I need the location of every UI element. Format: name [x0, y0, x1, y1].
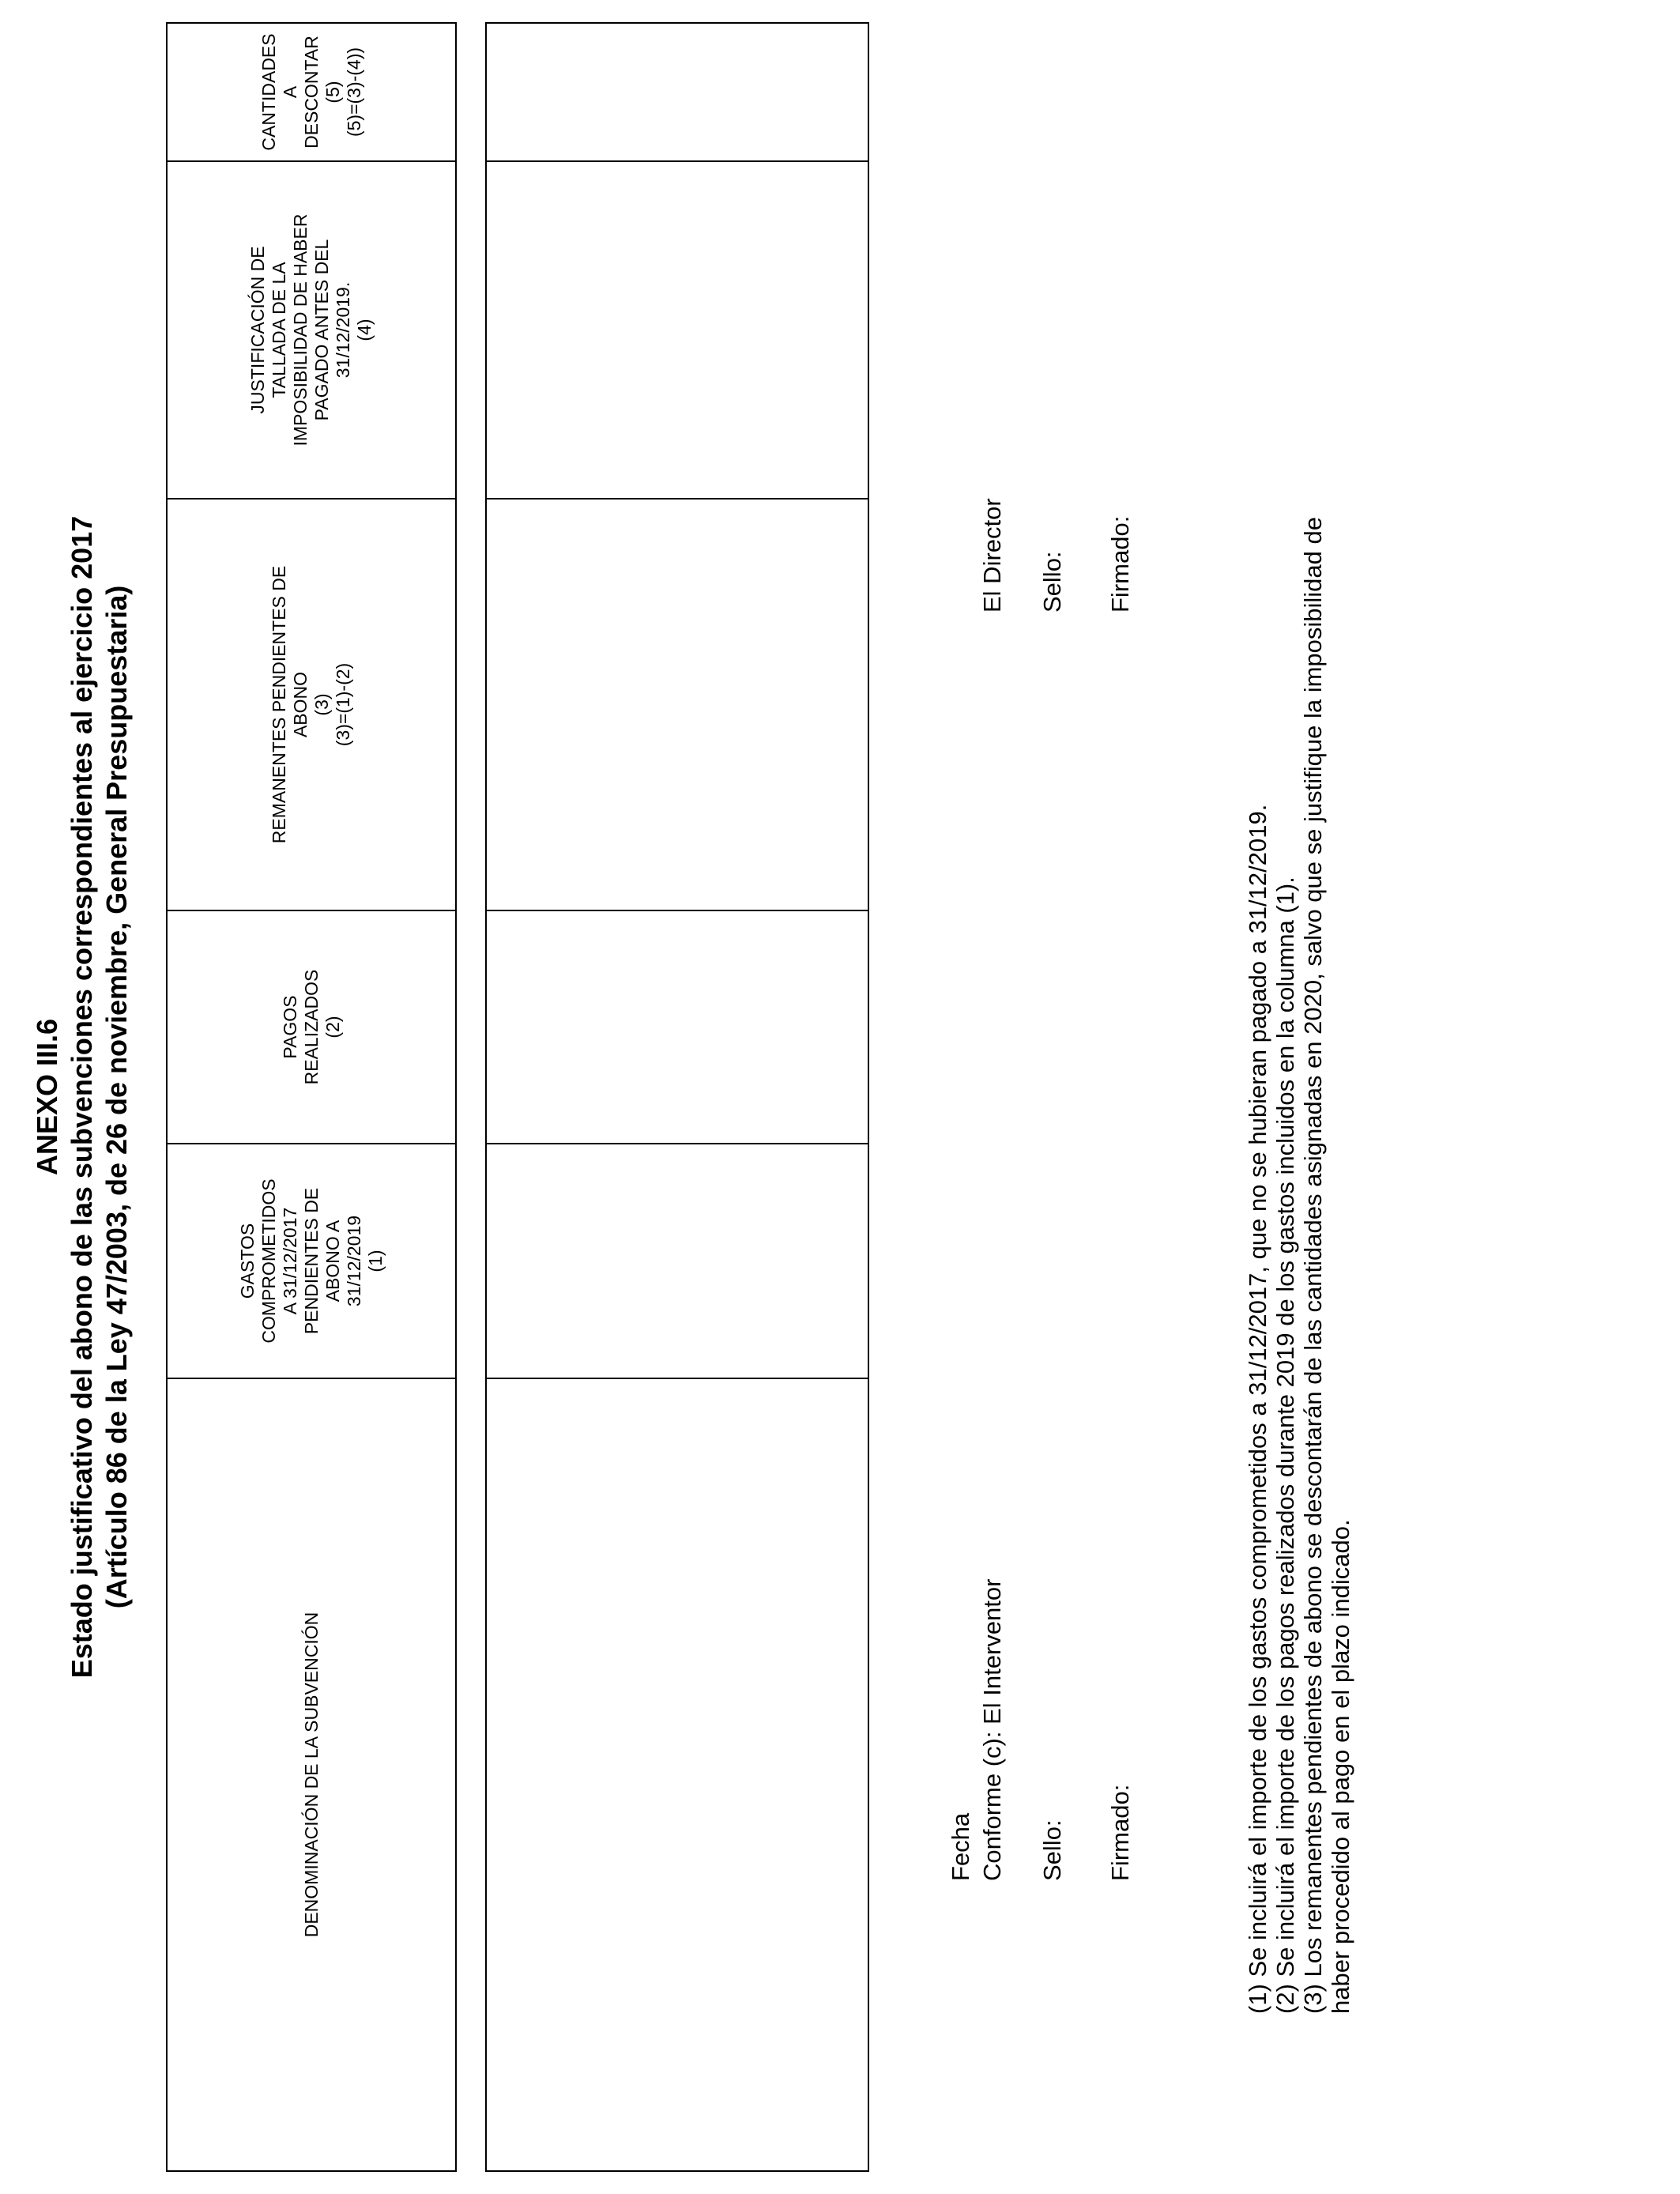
header-line: REALIZADOS [300, 969, 322, 1085]
cell-remanentes[interactable] [486, 499, 868, 910]
footnote: (1) Se incluirá el importe de los gastos comprometidos a 31/12/2017, que no se hubieran pagado a 31/12/2019. [1244, 804, 1271, 2014]
conforme-interventor-label: Conforme (c): El Interventor [978, 1578, 1006, 1881]
header-line: (1) [364, 1250, 386, 1272]
header-line: DESCONTAR [300, 36, 322, 149]
header-line: (3)=(1)-(2) [333, 662, 353, 747]
header-line: TALLADA DE LA [269, 262, 289, 398]
cell-pagos-realizados[interactable] [486, 910, 868, 1144]
interventor-sello-label: Sello: [1038, 1819, 1066, 1881]
col-header-cantidades-descontar [167, 23, 456, 161]
footnotes [1244, 38, 1354, 2014]
interventor-firmado-label: Firmado: [1106, 1784, 1134, 1881]
header-line: JUSTIFICACIÓN DE [247, 246, 268, 414]
director-label: El Director [978, 498, 1006, 613]
header-line: A 31/12/2017 [279, 1207, 300, 1315]
header-line: ABONO [290, 671, 311, 738]
title-block [30, 0, 134, 2194]
col-header-remanentes [167, 499, 456, 910]
cell-cantidades-descontar[interactable] [486, 23, 868, 161]
col-header-justificacion [167, 161, 456, 499]
header-table [166, 22, 457, 2172]
header-line: GASTOS [236, 1223, 258, 1299]
table-row [486, 23, 868, 2171]
header-line: CANTIDADES A [258, 33, 300, 151]
header-line: (5)=(3)-(4)) [343, 47, 364, 138]
annex-title: ANEXO III.6 [31, 1018, 63, 1176]
header-line: (3) [311, 693, 332, 716]
col-header-gastos-comprometidos [167, 1144, 456, 1378]
header-line: PAGADO ANTES DEL [311, 239, 332, 421]
document-subtitle: (Artículo 86 de la Ley 47/2003, de 26 de noviembre, General Presupuestaria) [100, 585, 133, 1609]
director-firmado-label: Firmado: [1106, 515, 1134, 613]
director-sello-label: Sello: [1038, 551, 1066, 613]
header-line: 31/12/2019. [333, 281, 353, 379]
header-line: (4) [354, 319, 375, 341]
footnote: (2) Se incluirá el importe de los pagos realizados durante 2019 de los gastos incluidos en la columna (1). [1271, 876, 1299, 2014]
footnote: haber procedido al pago en el plazo indicado. [1327, 1519, 1354, 2014]
header-line: (2) [322, 1016, 343, 1039]
header-line: PAGOS [279, 995, 300, 1059]
cell-gastos-comprometidos[interactable] [486, 1144, 868, 1378]
header-line: ABONO A [322, 1220, 343, 1302]
header-line: 31/12/2019 [343, 1215, 364, 1307]
header-line: (5) [322, 81, 343, 104]
col-header-pagos-realizados [167, 910, 456, 1144]
header-line: IMPOSIBILIDAD DE HABER [290, 213, 311, 447]
header-line: DENOMINACIÓN DE LA SUBVENCIÓN [300, 1612, 322, 1938]
fecha-label: Fecha [947, 1812, 974, 1881]
cell-justificacion[interactable] [486, 161, 868, 499]
header-row [167, 23, 456, 2171]
footnote: (3) Los remanentes pendientes de abono se descontarán de las cantidades asignadas en 2020, salvo que se justifique la imposibilidad de [1299, 517, 1327, 2014]
header-line: COMPROMETIDOS [258, 1178, 279, 1344]
header-line: PENDIENTES DE [300, 1187, 322, 1335]
header-line: REMANENTES PENDIENTES DE [269, 565, 289, 844]
document-title: Estado justificativo del abono de las subvenciones correspondientes al ejercicio 2017 [66, 515, 98, 1679]
data-table [485, 22, 869, 2172]
cell-denominacion[interactable] [486, 1378, 868, 2171]
col-header-denominacion [167, 1378, 456, 2171]
